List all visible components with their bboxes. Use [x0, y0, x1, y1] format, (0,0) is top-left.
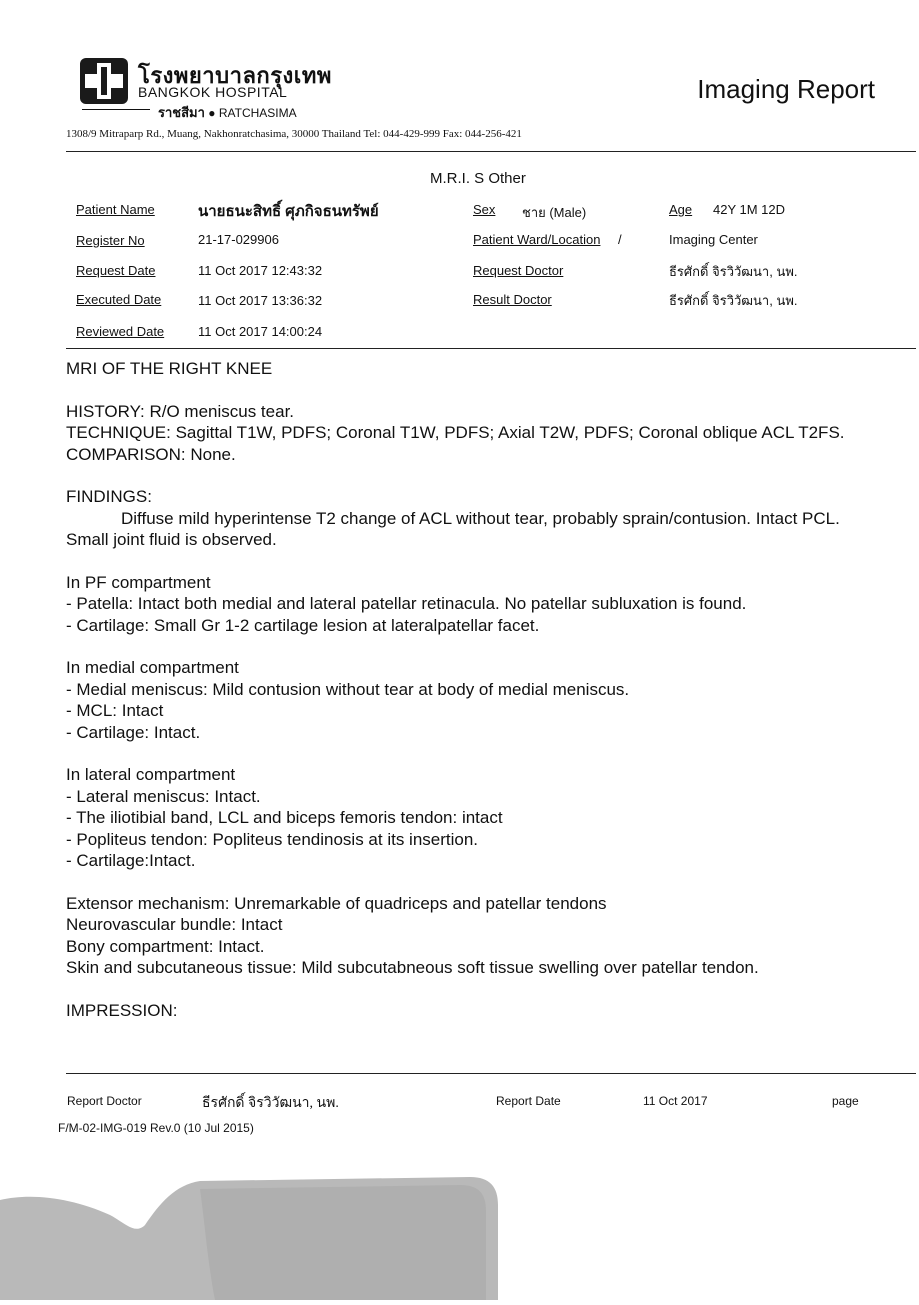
patient-info-divider — [66, 348, 916, 349]
comparison-line — [66, 444, 916, 466]
register-value: 21-17-029906 — [198, 232, 279, 247]
list-item: - Cartilage:Intact. — [66, 851, 196, 870]
findings-text-continued: Small joint fluid is observed. — [66, 530, 277, 549]
executed-date-value: 11 Oct 2017 13:36:32 — [198, 293, 323, 308]
brand-name-thai: โรงพยาบาลกรุงเทพ — [138, 63, 332, 88]
list-item: - Cartilage: Small Gr 1-2 cartilage lesion at lateralpatellar facet. — [66, 615, 540, 635]
brand-sub-thai: ราชสีมา — [158, 105, 205, 120]
form-code: F/M-02-IMG-019 Rev.0 (10 Jul 2015) — [58, 1121, 254, 1135]
bony-line — [66, 936, 916, 958]
report-date-label: Report Date — [496, 1094, 561, 1108]
neuro-line — [66, 914, 916, 936]
pf-heading: In PF compartment — [66, 572, 211, 592]
list-item: - Medial meniscus: Mild contusion without tear at body of medial meniscus. — [66, 679, 630, 699]
findings-colon: : — [147, 487, 152, 506]
extensor-label: Extensor mechanism — [66, 893, 225, 913]
request-date-label: Request Date — [76, 263, 156, 278]
ward-value: Imaging Center — [669, 232, 758, 247]
skin-text: Mild subcutabneous soft tissue swelling over patellar tendon. — [296, 958, 759, 977]
age-value: 42Y 1M 12D — [713, 202, 786, 217]
extensor-text: : Unremarkable of quadriceps and patellar tendons — [224, 893, 607, 913]
brand-divider — [82, 109, 150, 110]
result-doctor-label: Result Doctor — [473, 292, 552, 307]
hospital-logo-icon — [80, 58, 128, 104]
report-doctor-label: Report Doctor — [67, 1094, 142, 1108]
reviewed-date-value: 11 Oct 2017 14:00:24 — [198, 324, 323, 339]
executed-date-label: Executed Date — [76, 292, 162, 307]
skin-label: Skin and subcutaneous tissue: — [66, 958, 297, 977]
report-heading: MRI OF THE RIGHT KNEE — [66, 359, 273, 378]
patient-name: นายธนะสิทธิ์ ศุภกิจธนทรัพย์ — [198, 203, 379, 220]
patient-name-label: Patient Name — [76, 202, 155, 217]
header-divider — [66, 151, 916, 152]
page-title: Imaging Report — [697, 74, 875, 104]
request-doctor-value: ธีรศักดิ์ จิรวิวัฒนา, นพ. — [669, 264, 798, 279]
list-item: - Patella: Intact both medial and lateral patellar retinacula. No patellar subluxation is found. — [66, 594, 747, 613]
brand-sub — [158, 102, 297, 123]
footer-divider — [66, 1073, 916, 1074]
age-label: Age — [669, 202, 693, 217]
modality: M.R.I. S Other — [430, 170, 526, 187]
lateral-heading: In lateral compartment — [66, 765, 236, 784]
sex-label: Sex — [473, 202, 496, 217]
ward-label: Patient Ward/Location — [473, 232, 601, 247]
register-label: Register No — [76, 233, 145, 248]
medial-heading: In medial compartment — [66, 658, 239, 677]
result-doctor-value: ธีรศักดิ์ จิรวิวัฒนา, นพ. — [669, 293, 798, 308]
history-text: : R/O meniscus tear. — [140, 401, 295, 421]
findings-text: Diffuse mild hyperintense T2 change of ACL without tear, probably sprain/contusion. Intact PCL. — [121, 508, 840, 528]
report-date-value: 11 Oct 2017 — [643, 1094, 708, 1108]
neuro-label: Neurovascular bundle — [66, 915, 232, 934]
impression-label: IMPRESSION: — [66, 1000, 178, 1020]
technique-label: TECHNIQUE: — [66, 423, 171, 442]
bony-label: Bony compartment — [66, 936, 209, 956]
request-doctor-label: Request Doctor — [473, 263, 564, 278]
sex-value: ชาย (Male) — [522, 205, 587, 220]
history-line — [66, 401, 916, 423]
findings-heading — [66, 486, 916, 508]
skin-line — [66, 957, 916, 979]
ward-separator: / — [618, 232, 622, 247]
page-label: page — [832, 1094, 859, 1108]
neuro-text: : Intact — [231, 915, 283, 934]
technique-text: Sagittal T1W, PDFS; Coronal T1W, PDFS; Axial T2W, PDFS; Coronal oblique ACL T2FS. — [170, 423, 845, 442]
brand-sub-english: RATCHASIMA — [218, 106, 297, 120]
request-date-value: 11 Oct 2017 12:43:32 — [198, 263, 323, 278]
extensor-line — [66, 893, 916, 915]
bony-text: : Intact. — [208, 936, 265, 956]
brand-name-english: BANGKOK HOSPITAL — [138, 84, 288, 100]
hospital-address: 1308/9 Mitraparp Rd., Muang, Nakhonratchasima, 30000 Thailand Tel: 044-429-999 Fax: 044-256-421 — [66, 128, 522, 140]
bullet-icon: ● — [208, 106, 219, 120]
findings-label: FINDINGS — [66, 487, 148, 506]
report-doctor-value: ธีรศักดิ์ จิรวิวัฒนา, นพ. — [202, 1096, 339, 1111]
list-item: - Cartilage: Intact. — [66, 722, 201, 742]
list-item: - MCL: Intact — [66, 701, 164, 720]
scan-artifact — [0, 1175, 500, 1300]
list-item: - Lateral meniscus: Intact. — [66, 786, 261, 806]
history-label: HISTORY — [66, 401, 141, 421]
comparison-text: : None. — [180, 444, 236, 464]
report-body — [66, 358, 916, 1021]
list-item: - Popliteus tendon: Popliteus tendinosis at its insertion. — [66, 829, 479, 849]
list-item: - The iliotibial band, LCL and biceps femoris tendon: intact — [66, 808, 503, 827]
comparison-label: COMPARISON — [66, 444, 181, 464]
technique-line — [66, 422, 916, 444]
reviewed-date-label: Reviewed Date — [76, 324, 165, 339]
